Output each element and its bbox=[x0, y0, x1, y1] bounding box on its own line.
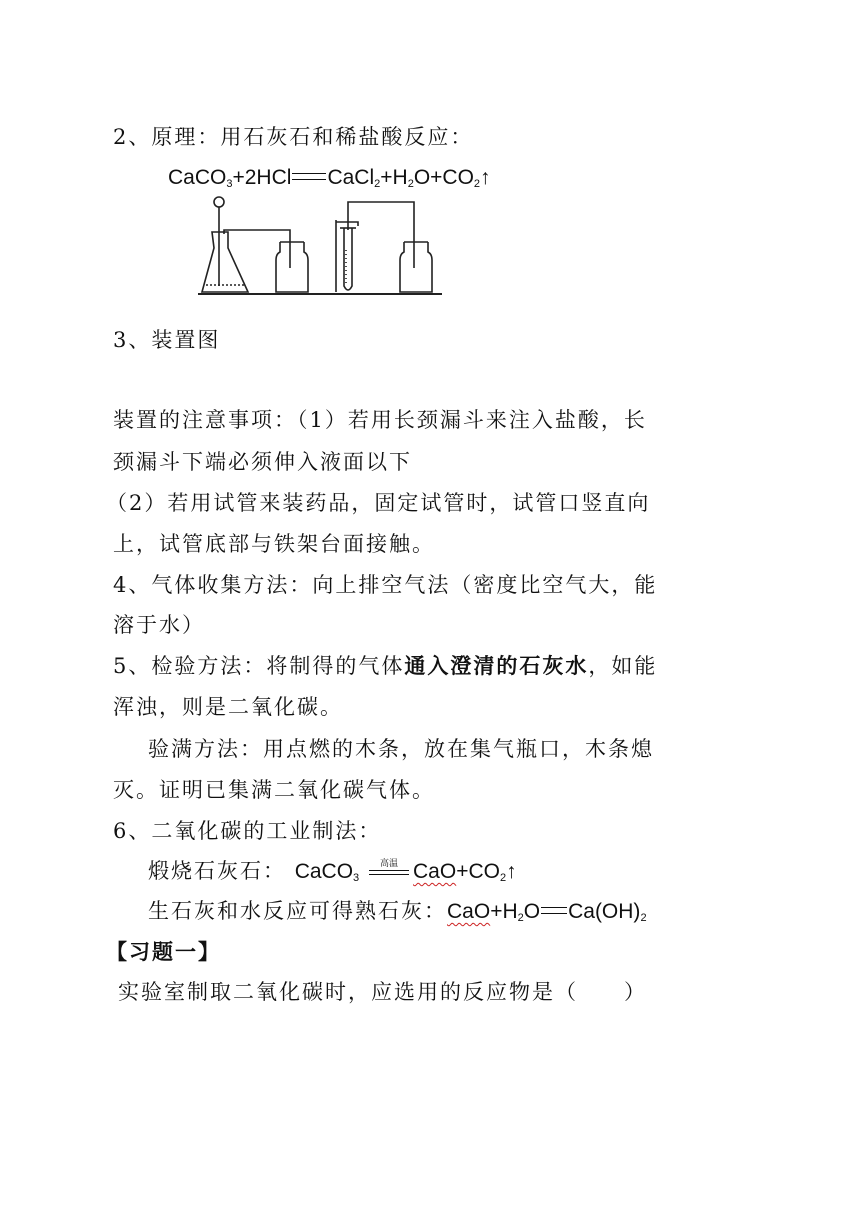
equals-sign bbox=[292, 173, 326, 180]
line-notes-1: 装置的注意事项：（1）若用长颈漏斗来注入盐酸，长 bbox=[113, 408, 647, 432]
line-principle: 2、原理：用石灰石和稀盐酸反应： bbox=[113, 125, 474, 149]
line-full-check-2: 灭。证明已集满二氧化碳气体。 bbox=[113, 778, 435, 802]
line-collection-2: 溶于水） bbox=[113, 613, 205, 637]
line-notes-2: 颈漏斗下端必须伸入液面以下 bbox=[113, 450, 412, 474]
erlenmeyer-flask bbox=[202, 232, 248, 292]
exercise-heading: 【习题一】 bbox=[106, 939, 221, 964]
reaction-condition: 高温 bbox=[367, 860, 411, 880]
gas-jar-right bbox=[400, 242, 432, 292]
gas-jar-left bbox=[276, 242, 308, 292]
equation-caco3-hcl: CaCO$_3$+2HCl $CaCl_2+H_2O+CO_2↑$ bbox=[168, 166, 491, 190]
delivery-tube-right bbox=[348, 202, 414, 268]
line-notes-3: （2）若用试管来装药品，固定试管时，试管口竖直向 bbox=[106, 491, 651, 515]
gas-arrow-icon: ↑ bbox=[506, 860, 517, 883]
iron-stand bbox=[336, 220, 358, 292]
line-slaked-lime: 生石灰和水反应可得熟石灰：$CaO+H_2O$ $Ca(OH)_2$ bbox=[148, 899, 647, 924]
apparatus-diagram bbox=[196, 190, 446, 300]
gas-arrow-icon: ↑ bbox=[480, 166, 491, 189]
line-calcination: 煅烧石灰石： CaCO$_3$ 高温 $CaO+CO_2↑$ bbox=[148, 858, 517, 884]
bold-phrase: 通入澄清的石灰水 bbox=[404, 653, 589, 678]
long-neck-funnel bbox=[214, 197, 224, 286]
line-test-method: 5、检验方法：将制得的气体通入澄清的石灰水，如能 bbox=[113, 653, 658, 678]
line-collection-1: 4、气体收集方法：向上排空气法（密度比空气大，能 bbox=[113, 573, 658, 597]
line-apparatus-heading: 3、装置图 bbox=[113, 328, 221, 352]
exercise-question: 实验室制取二氧化碳时，应选用的反应物是（ ） bbox=[118, 980, 647, 1004]
equals-sign bbox=[541, 907, 567, 914]
line-notes-4: 上，试管底部与铁架台面接触。 bbox=[113, 532, 435, 556]
line-industrial-heading: 6、二氧化碳的工业制法： bbox=[113, 819, 382, 843]
line-test-method-2: 浑浊，则是二氧化碳。 bbox=[113, 695, 343, 719]
line-full-check-1: 验满方法：用点燃的木条，放在集气瓶口，木条熄 bbox=[148, 737, 654, 761]
